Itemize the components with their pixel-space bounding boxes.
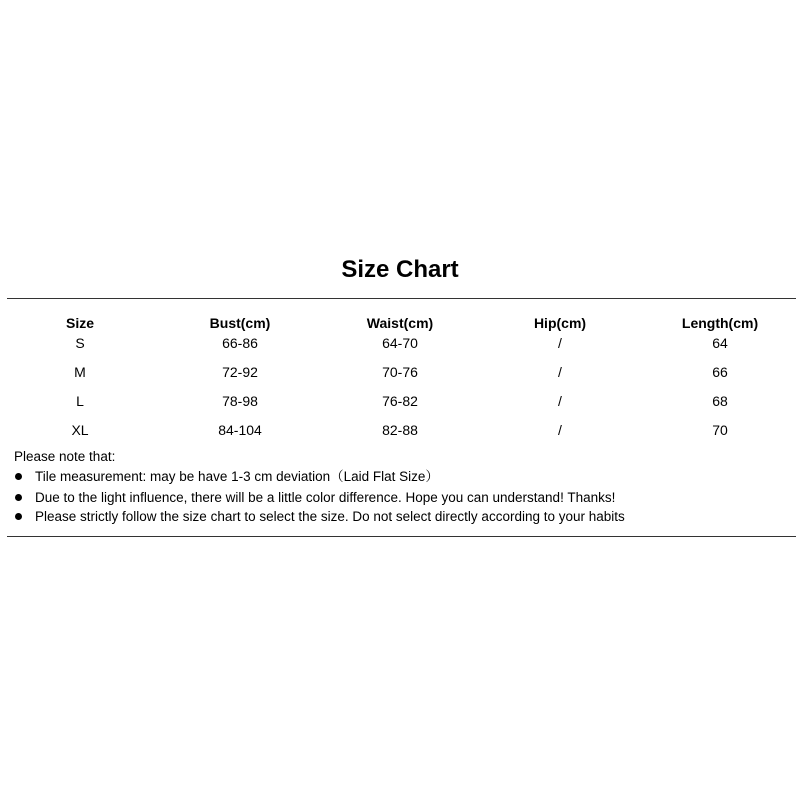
column-header-length: Length(cm) [681,314,759,331]
list-item [14,468,625,485]
column-header-size: Size [65,314,94,331]
list-item [14,489,625,506]
column-header-hip: Hip(cm) [533,314,587,331]
cell-bust: 72-92 [222,363,258,380]
cell-hip: / [558,421,562,438]
cell-size: S [75,335,85,351]
cell-length: 64 [712,335,728,351]
table-row [0,357,800,386]
bottom-divider [7,536,796,537]
bullet-icon [15,494,22,501]
cell-length: 66 [712,363,728,380]
cell-bust: 66-86 [222,335,258,351]
cell-size: M [74,363,86,380]
note-text: Due to the light influence, there will be a little color difference. Hope you can understand! Thanks! [35,490,616,505]
cell-hip: / [558,363,562,380]
cell-hip: / [558,392,562,409]
table-row [0,386,800,415]
bullet-icon [15,473,22,480]
cell-waist: 82-88 [382,421,418,438]
cell-size: XL [71,421,89,438]
note-text: Tile measurement: may be have 1-3 cm deviation（Laid Flat Size） [35,469,439,484]
cell-size: L [76,392,84,409]
table-header-row [0,310,800,335]
cell-bust: 84-104 [218,421,262,438]
notes-list [14,468,625,525]
cell-waist: 76-82 [382,392,418,409]
list-item [14,508,625,525]
bullet-icon [15,513,22,520]
page-title: Size Chart [341,256,459,283]
top-divider [7,298,796,299]
cell-length: 68 [712,392,728,409]
note-text: Please strictly follow the size chart to select the size. Do not select directly according to your habits [35,509,625,524]
cell-waist: 64-70 [382,335,418,351]
cell-bust: 78-98 [222,392,258,409]
notes-heading: Please note that: [14,449,116,464]
notes-section [14,448,625,527]
size-table [0,310,800,444]
table-row [0,415,800,444]
cell-length: 70 [712,421,728,438]
cell-hip: / [558,335,562,351]
column-header-bust: Bust(cm) [209,314,271,331]
table-row [0,335,800,357]
cell-waist: 70-76 [382,363,418,380]
column-header-waist: Waist(cm) [366,314,434,331]
